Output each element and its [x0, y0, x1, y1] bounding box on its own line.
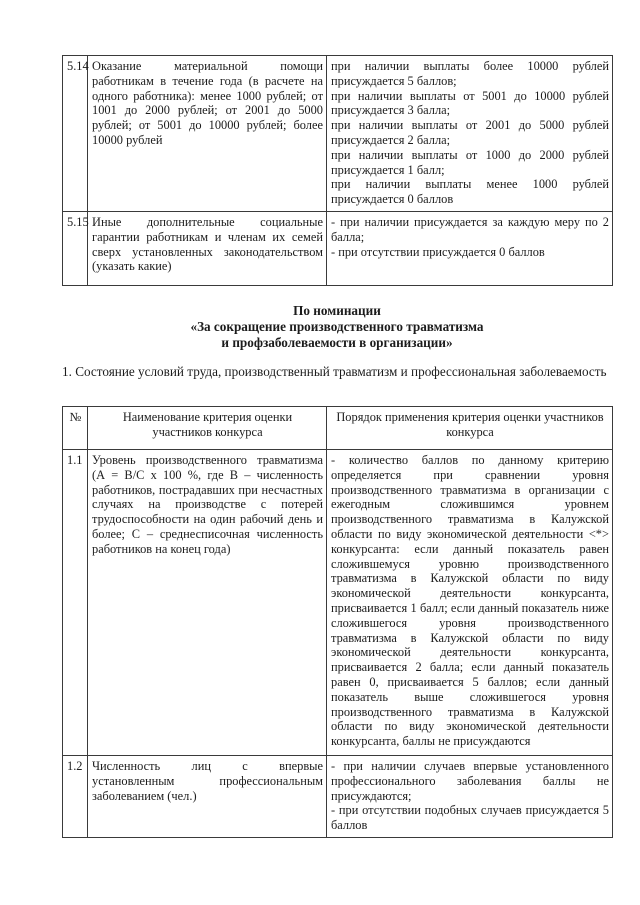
nomination-line: и профзаболеваемости в организации» — [221, 335, 453, 350]
scoring-line: - количество баллов по данному критерию определяется при сравнении уровня производственного травматизма в организации с ежегодным сложившимся уровнем производственного травматизма в Калужской области по виду экономической деятельности <*> конкурсанта: если данный показатель равен сложившемуся уровню производственного травматизма в Калужской области по виду экономической деятельности конкурсанта, присваивается 1 балл; если данный показатель ниже сложившегося уровня производственного травматизма в Калужской области по виду экономической деятельности конкурсанта, присваивается 2 балла; если данный показатель равен 0, присваивается 5 баллов; если данный показатель выше сложившегося уровня производственного травматизма в Калужской области по виду экономической деятельности конкурсанта, баллы не присуждаются — [331, 453, 609, 749]
criteria-table — [62, 406, 613, 838]
criterion-cell: Численность лиц с впервые установленным профессиональным заболеванием (чел.) — [88, 756, 327, 838]
scoring-line: - при наличии присуждается за каждую меру по 2 балла; — [331, 214, 609, 244]
row-number: 1.2 — [63, 756, 88, 838]
table-row — [63, 211, 613, 285]
scoring-cell — [327, 56, 613, 212]
scoring-cell — [327, 450, 613, 756]
criterion-cell: Иные дополнительные социальные гарантии работникам и членам их семей сверх установленных законодательством (указать какие) — [88, 211, 327, 285]
table-row — [63, 56, 613, 212]
row-number: 5.15 — [63, 211, 88, 285]
nomination-heading — [62, 303, 612, 351]
scoring-line: при наличии выплаты от 1000 до 2000 рублей присуждается 1 балл; — [331, 147, 609, 177]
scoring-cell — [327, 211, 613, 285]
criteria-table-continued — [62, 55, 613, 286]
scoring-cell — [327, 756, 613, 838]
table-row — [63, 756, 613, 838]
column-header: Наименование критерия оценки участников конкурса — [88, 407, 327, 450]
column-header: № — [63, 407, 88, 450]
section-title: 1. Состояние условий труда, производственный травматизм и профессиональная заболеваемость — [62, 364, 607, 379]
scoring-line: - при отсутствии присуждается 0 баллов — [331, 244, 545, 259]
criterion-cell: Оказание материальной помощи работникам в течение года (в расчете на одного работника): менее 1000 рублей; от 1001 до 2000 рублей; от 2001 до 5000 рублей; от 5001 до 10000 рублей; более 10000 рублей — [88, 56, 327, 212]
scoring-line: - при наличии случаев впервые установленного профессионального заболевания баллы не присуждаются; — [331, 759, 609, 803]
nomination-line: По номинации — [293, 303, 381, 318]
scoring-line: - при отсутствии подобных случаев присуждается 5 баллов — [331, 803, 609, 833]
scoring-line: при наличии выплаты от 5001 до 10000 рублей присуждается 3 балла; — [331, 88, 609, 118]
row-number: 1.1 — [63, 450, 88, 756]
scoring-line: при наличии выплаты менее 1000 рублей присуждается 0 баллов — [331, 177, 609, 207]
table-row — [63, 450, 613, 756]
scoring-line: при наличии выплаты более 10000 рублей присуждается 5 баллов; — [331, 59, 609, 88]
scoring-line: при наличии выплаты от 2001 до 5000 рублей присуждается 2 балла; — [331, 118, 609, 147]
criterion-cell: Уровень производственного травматизма (А = В/С х 100 %, где В – численность работников, пострадавших при несчастных случаях на производстве с потерей трудоспособности на один рабочий день и более; С – среднесписочная численность работников на конец года) — [88, 450, 327, 756]
row-number: 5.14 — [63, 56, 88, 212]
nomination-line: «За сокращение производственного травматизма — [190, 319, 484, 334]
column-header: Порядок применения критерия оценки участников конкурса — [327, 407, 613, 450]
table-header-row — [63, 407, 613, 450]
